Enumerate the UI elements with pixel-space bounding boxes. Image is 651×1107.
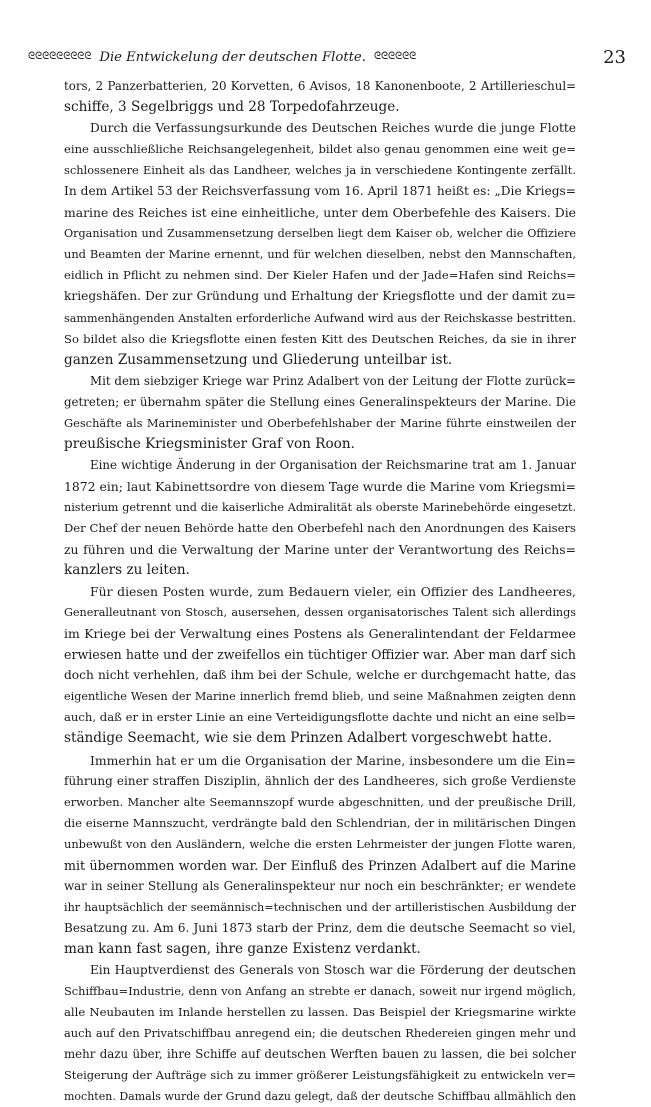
text-line: tors, 2 Panzerbatterien, 20 Korvetten, 6 Avisos, 18 Kanonenboote, 2 Artillerieschul= [64, 79, 576, 93]
text-line: führung einer straffen Disziplin, ähnlich der des Landheeres, sich große Verdienste [64, 773, 576, 788]
text-line: Durch die Verfassungsurkunde des Deutschen Reiches wurde die junge Flotte [90, 121, 576, 136]
paragraph [64, 76, 576, 118]
running-title: Die Entwickelung der deutschen Flotte. [99, 49, 366, 65]
text-line: man kann fast sagen, ihre ganze Existenz verdankt. [64, 940, 421, 957]
running-header [28, 44, 626, 70]
text-line: doch nicht verhehlen, daß ihm bei der Schule, welche er durchgemacht hatte, das [64, 668, 576, 683]
text-line: Organisation und Zusammensetzung derselben liegt dem Kaiser ob, welcher die Offiziere [64, 227, 576, 241]
text-line: Immerhin hat er um die Organisation der Marine, insbesondere um die Ein= [90, 752, 576, 768]
text-line: zu führen und die Verwaltung der Marine unter der Verantwortung des Reichs= [64, 542, 576, 558]
text-line: mit übernommen worden war. Der Einfluß des Prinzen Adalbert auf die Marine [64, 857, 576, 873]
text-line: preußische Kriegsminister Graf von Roon. [64, 435, 355, 452]
text-line: Ein Hauptverdienst des Generals von Stosch war die Förderung der deutschen [90, 962, 576, 977]
text-line: eine ausschließliche Reichsangelegenheit, bildet also genau genommen eine weit ge= [64, 142, 576, 157]
text-line: 1872 ein; laut Kabinettsordre von diesem Tage wurde die Marine vom Kriegsmi= [64, 478, 576, 494]
text-line: war in seiner Stellung als Generalinspekteur nur noch ein beschränkter; er wendete [64, 878, 576, 893]
text-line: schlossenere Einheit als das Landheer, welches ja in verschiedene Kontingente zerfällt. [64, 163, 576, 178]
text-line: schiffe, 3 Segelbriggs und 28 Torpedofahrzeuge. [64, 99, 400, 116]
text-line: In dem Artikel 53 der Reichsverfassung vom 16. April 1871 heißt es: „Die Kriegs= [64, 184, 576, 199]
text-line: und Beamten der Marine ernennt, und für welchen dieselben, nebst den Mannschaften, [64, 247, 576, 262]
paragraph [64, 960, 576, 1107]
left-ornament: ᘓᘓᘓᘓᘓᘓᘓᘓᘓ [28, 51, 92, 62]
text-line: Der Chef der neuen Behörde hatte den Oberbefehl nach den Anordnungen des Kaisers [64, 520, 576, 535]
text-line: marine des Reiches ist eine einheitliche, unter dem Oberbefehle des Kaisers. Die [64, 205, 576, 221]
text-line: kriegshäfen. Der zur Gründung und Erhaltung der Kriegsflotte und der damit zu= [64, 289, 576, 304]
text-line: So bildet also die Kriegsflotte einen festen Kitt des Deutschen Reiches, da sie in ihrer [64, 331, 576, 346]
paragraph [64, 371, 576, 455]
text-line: Steigerung der Aufträge sich zu immer größerer Leistungsfähigkeit zu entwickeln ver= [64, 1068, 576, 1083]
text-line: mochten. Damals wurde der Grund dazu gelegt, daß der deutsche Schiffbau allmählich den [64, 1090, 576, 1104]
text-line: eidlich in Pflicht zu nehmen sind. Der Kieler Hafen und der Jade=Hafen sind Reichs= [64, 268, 576, 283]
paragraph [64, 455, 576, 581]
text-line: nisterium getrennt und die kaiserliche Admiralität als oberste Marinebehörde eingesetzt. [64, 500, 576, 514]
text-line: mehr dazu über, ihre Schiffe auf deutschen Werften bauen zu lassen, die bei solcher [64, 1047, 576, 1062]
text-line: getreten; er übernahm später die Stellung eines Generalinspekteurs der Marine. Die [64, 394, 576, 409]
text-line: Für diesen Posten wurde, zum Bedauern vieler, ein Offizier des Landheeres, [90, 584, 576, 600]
text-line: unbewußt von den Ausländern, welche die ersten Lehrmeister der jungen Flotte waren, [64, 836, 576, 851]
paragraph [64, 118, 576, 371]
text-line: eigentliche Wesen der Marine innerlich fremd blieb, und seine Maßnahmen zeigten denn [64, 690, 576, 704]
right-ornament: ᘓᘓᘓᘓᘓᘓ [373, 51, 417, 62]
text-line: ständige Seemacht, wie sie dem Prinzen Adalbert vorgeschwebt hatte. [64, 730, 553, 747]
text-line: die eiserne Mannszucht, verdrängte bald den Schlendrian, der in militärischen Dingen [64, 815, 576, 830]
text-line: Generalleutnant von Stosch, ausersehen, dessen organisatorisches Talent sich allerdings [64, 606, 576, 620]
text-line: auch, daß er in erster Linie an eine Verteidigungsflotte dachte und nicht an eine selb= [64, 710, 576, 725]
paragraph [64, 581, 576, 749]
text-line: erwiesen hatte und der zweifellos ein tüchtiger Offizier war. Aber man darf sich [64, 647, 576, 663]
text-line: Mit dem siebziger Kriege war Prinz Adalbert von der Leitung der Flotte zurück= [90, 373, 576, 388]
text-line: alle Neubauten im Inlande herstellen zu lassen. Das Beispiel der Kriegsmarine wirkte [64, 1005, 576, 1020]
text-line: auch auf den Privatschiffbau anregend ein; die deutschen Rhedereien gingen mehr und [64, 1026, 576, 1041]
text-line: Schiffbau=Industrie, denn von Anfang an strebte er danach, soweit nur irgend möglich, [64, 984, 576, 999]
body-text [64, 76, 576, 1107]
text-line: kanzlers zu leiten. [64, 562, 191, 579]
text-line: Eine wichtige Änderung in der Organisation der Reichsmarine trat am 1. Januar [90, 457, 576, 472]
text-line: Geschäfte als Marineminister und Oberbefehlshaber der Marine führte einstweilen der [64, 415, 576, 430]
text-line: ihr hauptsächlich der seemännisch=technischen und der artilleristischen Ausbildung der [64, 900, 576, 914]
header-title-group [28, 50, 593, 65]
page-number: 23 [603, 46, 626, 68]
text-line: erworben. Mancher alte Seemannszopf wurde abgeschnitten, und der preußische Drill, [64, 794, 576, 809]
text-line: im Kriege bei der Verwaltung eines Postens als Generalintendant der Feldarmee [64, 626, 576, 642]
text-line: sammenhängenden Anstalten erforderliche Aufwand wird aus der Reichskasse bestritten. [64, 311, 576, 325]
paragraph [64, 750, 576, 960]
text-line: Besatzung zu. Am 6. Juni 1873 starb der Prinz, dem die deutsche Seemacht so viel, [64, 920, 576, 935]
text-line: ganzen Zusammensetzung und Gliederung unteilbar ist. [64, 351, 453, 368]
